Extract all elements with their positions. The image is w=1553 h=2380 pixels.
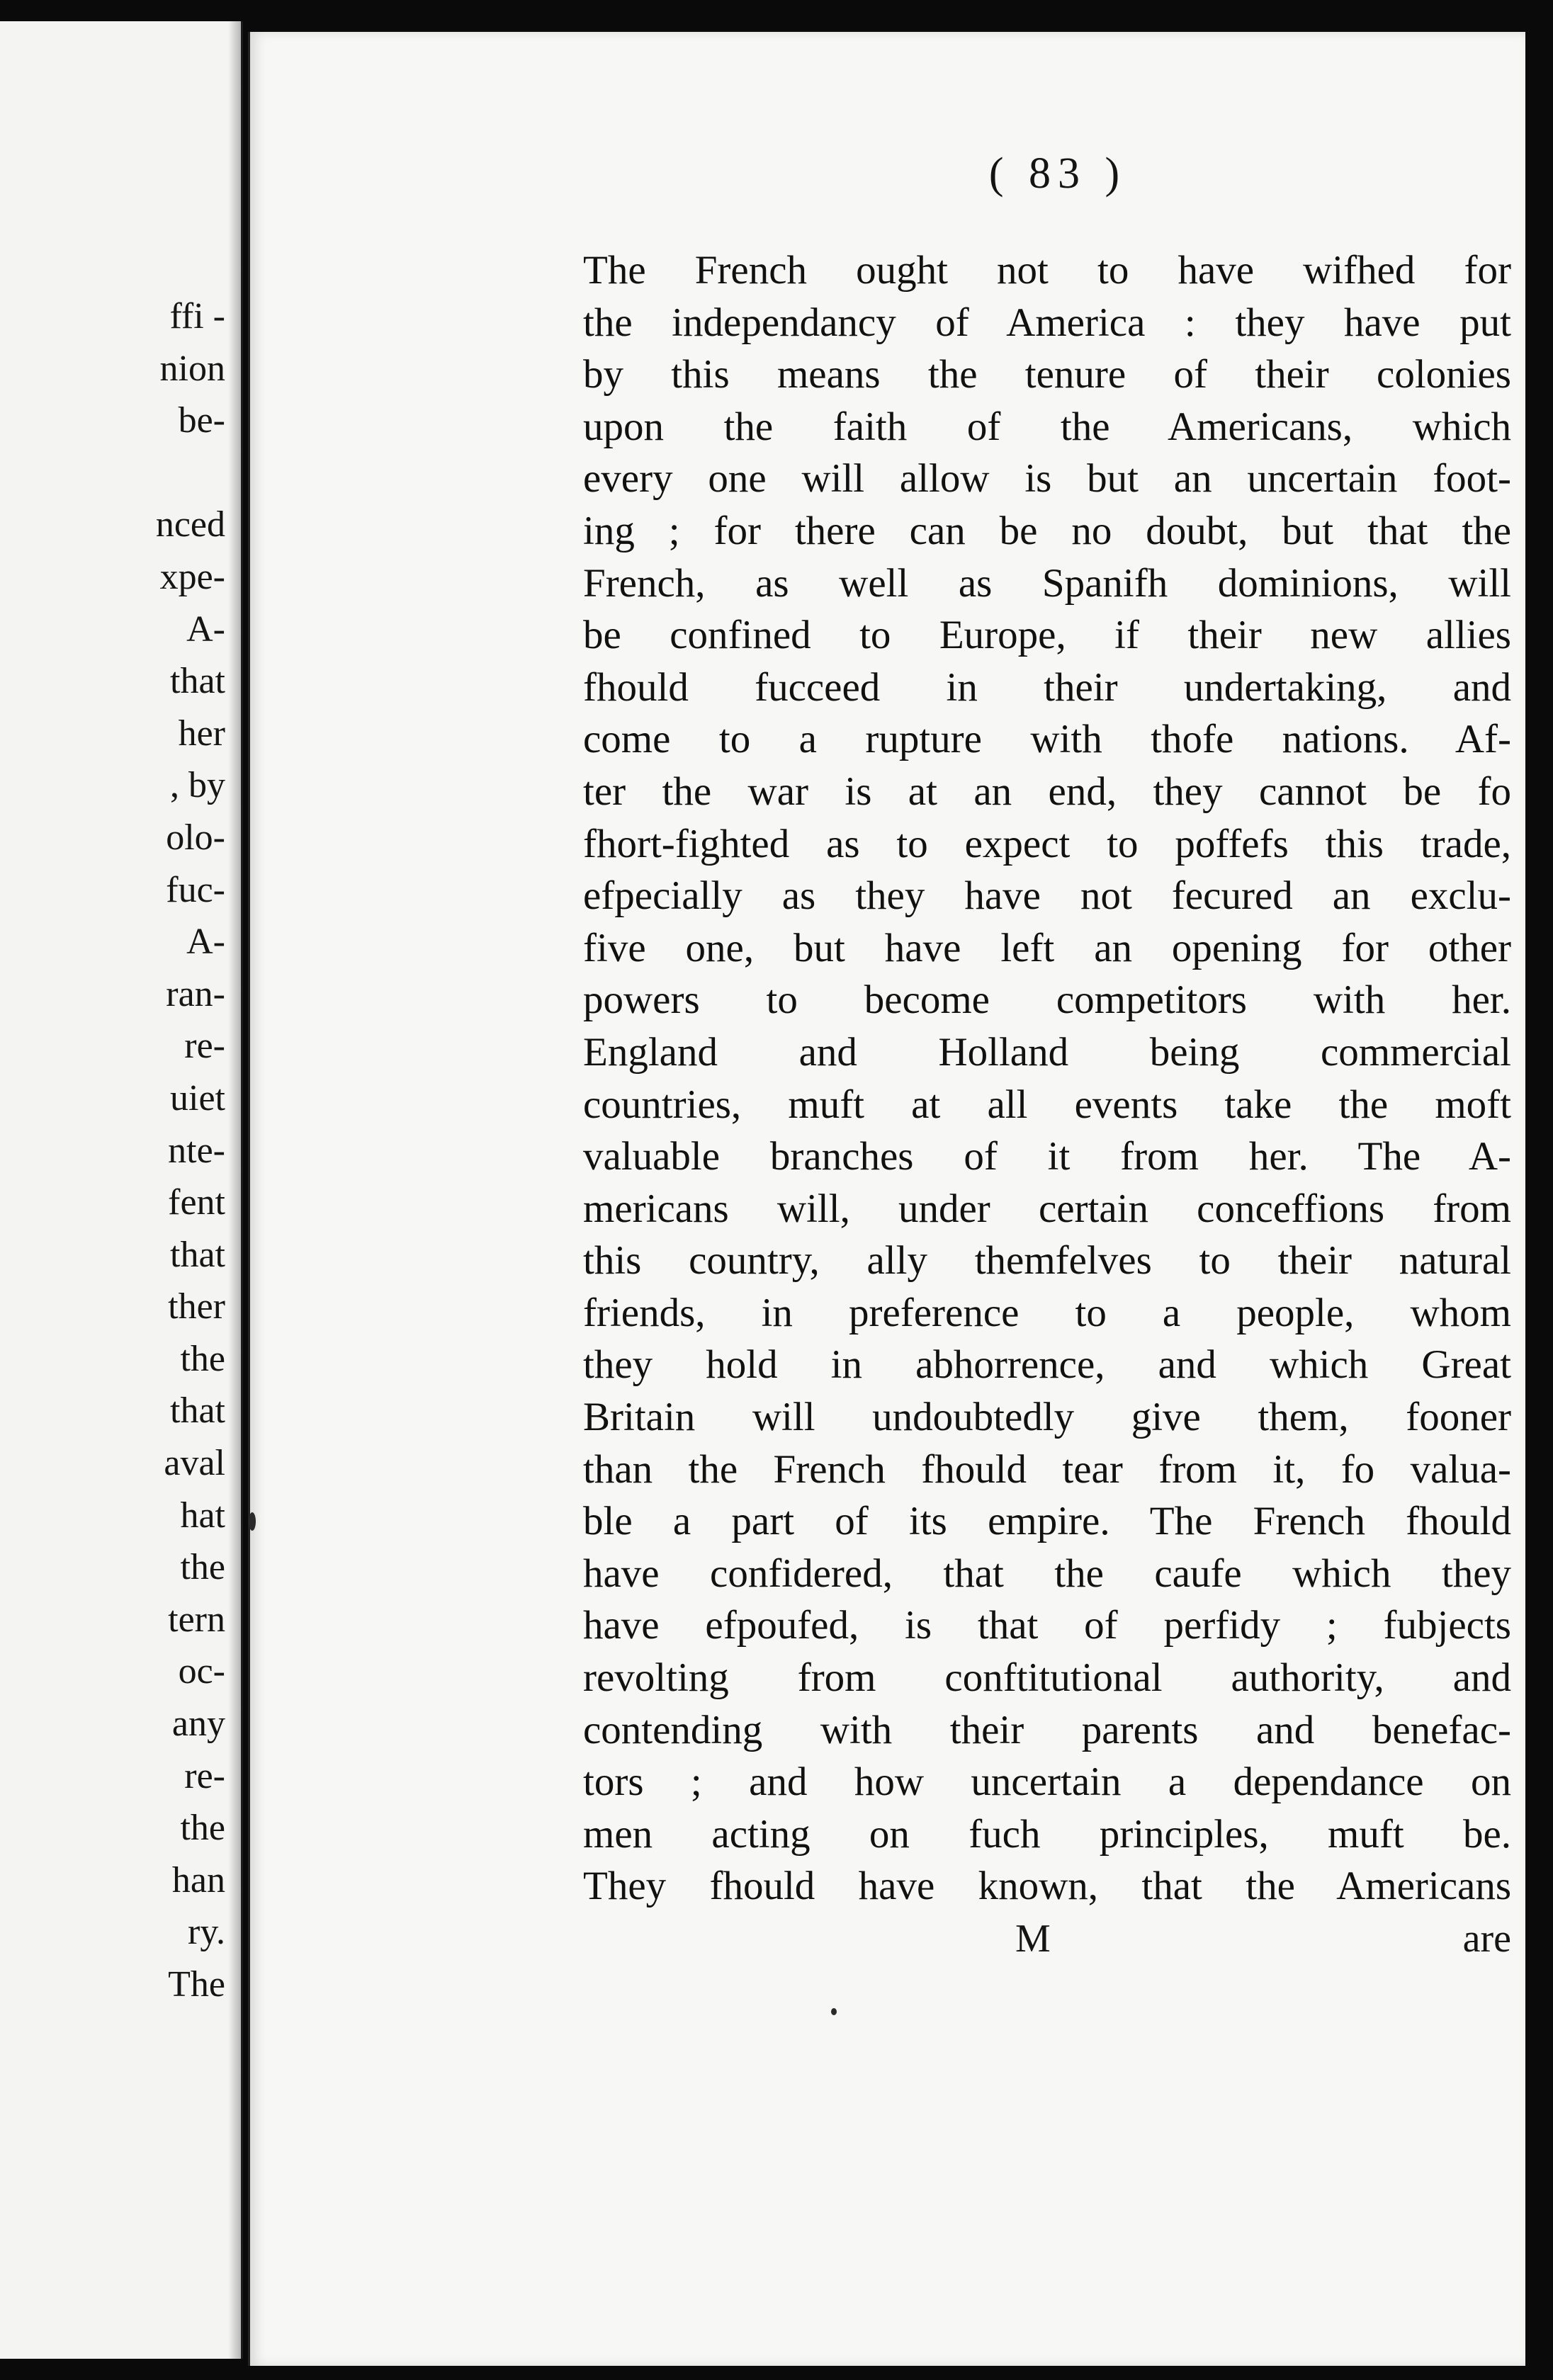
text-line: be confined to Europe, if their new allies — [583, 613, 1511, 658]
text-line: upon the faith of the Americans, which — [583, 404, 1511, 449]
left-line-fragment: , by — [170, 765, 225, 806]
left-line-fragment: olo- — [166, 817, 225, 858]
left-line-fragment: ther — [168, 1286, 225, 1327]
catchword: are — [1462, 1917, 1511, 1961]
text-line: the independancy of America : they have put — [583, 300, 1511, 345]
left-line-fragment: ffi - — [169, 296, 225, 336]
left-line-fragment: xpe- — [159, 556, 225, 597]
text-line: fhould fucceed in their undertaking, and — [583, 664, 1511, 710]
left-line-fragment: re- — [184, 1755, 225, 1796]
text-line: Britain will undoubtedly give them, fooner — [583, 1395, 1511, 1440]
left-line-fragment: the — [180, 1547, 225, 1588]
page-number: ( 83 ) — [988, 149, 1127, 198]
text-line: valuable branches of it from her. The A- — [583, 1134, 1511, 1179]
left-line-fragment: hat — [180, 1495, 225, 1536]
text-line: ing ; for there can be no doubt, but that the — [583, 508, 1511, 553]
text-line: efpecially as they have not fecured an exclu- — [583, 873, 1511, 919]
left-line-fragment: han — [171, 1859, 225, 1900]
left-page-text — [156, 290, 225, 2011]
paper-speck — [831, 2008, 837, 2015]
text-line: mericans will, under certain conceffions from — [583, 1186, 1511, 1231]
text-line: every one will allow is but an uncertain foot- — [583, 456, 1511, 502]
text-line: revolting from conftitutional authority, and — [583, 1655, 1511, 1701]
left-line-fragment: that — [170, 661, 225, 702]
text-line: contending with their parents and benefac- — [583, 1707, 1511, 1752]
left-line-fragment: ry. — [188, 1912, 225, 1953]
text-line: come to a rupture with thofe nations. Af- — [583, 717, 1511, 762]
left-line-fragment: aval — [164, 1443, 225, 1484]
left-line-fragment: nion — [159, 348, 225, 389]
left-line-fragment: be- — [178, 400, 225, 441]
text-line: powers to become competitors with her. — [583, 978, 1511, 1023]
left-line-fragment — [156, 447, 225, 499]
text-line: five one, but have left an opening for other — [583, 925, 1511, 970]
left-line-fragment: ran- — [166, 973, 225, 1014]
text-line: have confidered, that the caufe which they — [583, 1551, 1511, 1596]
text-line: countries, muft at all events take the moft — [583, 1082, 1511, 1127]
left-line-fragment: nte- — [168, 1130, 225, 1171]
left-page-fragment — [0, 21, 243, 2359]
text-line: ble a part of its empire. The French fhould — [583, 1499, 1511, 1544]
left-line-fragment: that — [170, 1390, 225, 1432]
text-line: England and Holland being commercial — [583, 1029, 1511, 1075]
left-line-fragment: that — [170, 1234, 225, 1275]
left-line-fragment: A- — [186, 608, 225, 650]
left-line-fragment: nced — [155, 504, 225, 545]
right-page — [248, 32, 1525, 2366]
body-text — [583, 244, 1511, 1912]
page-footer — [583, 1916, 1511, 1973]
signature-mark: M — [1015, 1917, 1051, 1961]
text-line: men acting on fuch principles, muft be. — [583, 1811, 1511, 1857]
text-line: by this means the tenure of their colonies — [583, 352, 1511, 397]
left-line-fragment: her — [178, 713, 225, 754]
left-line-fragment: uiet — [170, 1077, 225, 1118]
text-line: than the French fhould tear from it, fo valua- — [583, 1446, 1511, 1492]
text-line: ter the war is at an end, they cannot be fo — [583, 769, 1511, 814]
left-line-fragment: A- — [186, 922, 225, 963]
left-line-fragment: the — [180, 1808, 225, 1849]
text-line: tors ; and how uncertain a dependance on — [583, 1760, 1511, 1805]
left-line-fragment: fent — [168, 1182, 225, 1223]
text-line: this country, ally themfelves to their natural — [583, 1238, 1511, 1284]
gutter-shadow — [228, 21, 241, 2359]
text-line: fhort-fighted as to expect to poffefs this trade, — [583, 821, 1511, 866]
text-line: They fhould have known, that the Americans — [583, 1864, 1511, 1909]
text-line: The French ought not to have wifhed for — [583, 248, 1511, 293]
text-line: friends, in preference to a people, whom — [583, 1290, 1511, 1335]
paper-speck — [249, 1512, 256, 1531]
text-line: have efpoufed, is that of perfidy ; fubjects — [583, 1603, 1511, 1648]
left-line-fragment: re- — [184, 1026, 225, 1067]
left-line-fragment: tern — [168, 1599, 225, 1640]
left-line-fragment: oc- — [178, 1651, 225, 1692]
text-line: French, as well as Spanifh dominions, will — [583, 560, 1511, 606]
left-line-fragment: any — [171, 1704, 225, 1745]
left-line-fragment: the — [180, 1338, 225, 1379]
text-line: they hold in abhorrence, and which Great — [583, 1342, 1511, 1388]
left-line-fragment: The — [168, 1964, 225, 2005]
left-line-fragment: fuc- — [166, 869, 225, 910]
